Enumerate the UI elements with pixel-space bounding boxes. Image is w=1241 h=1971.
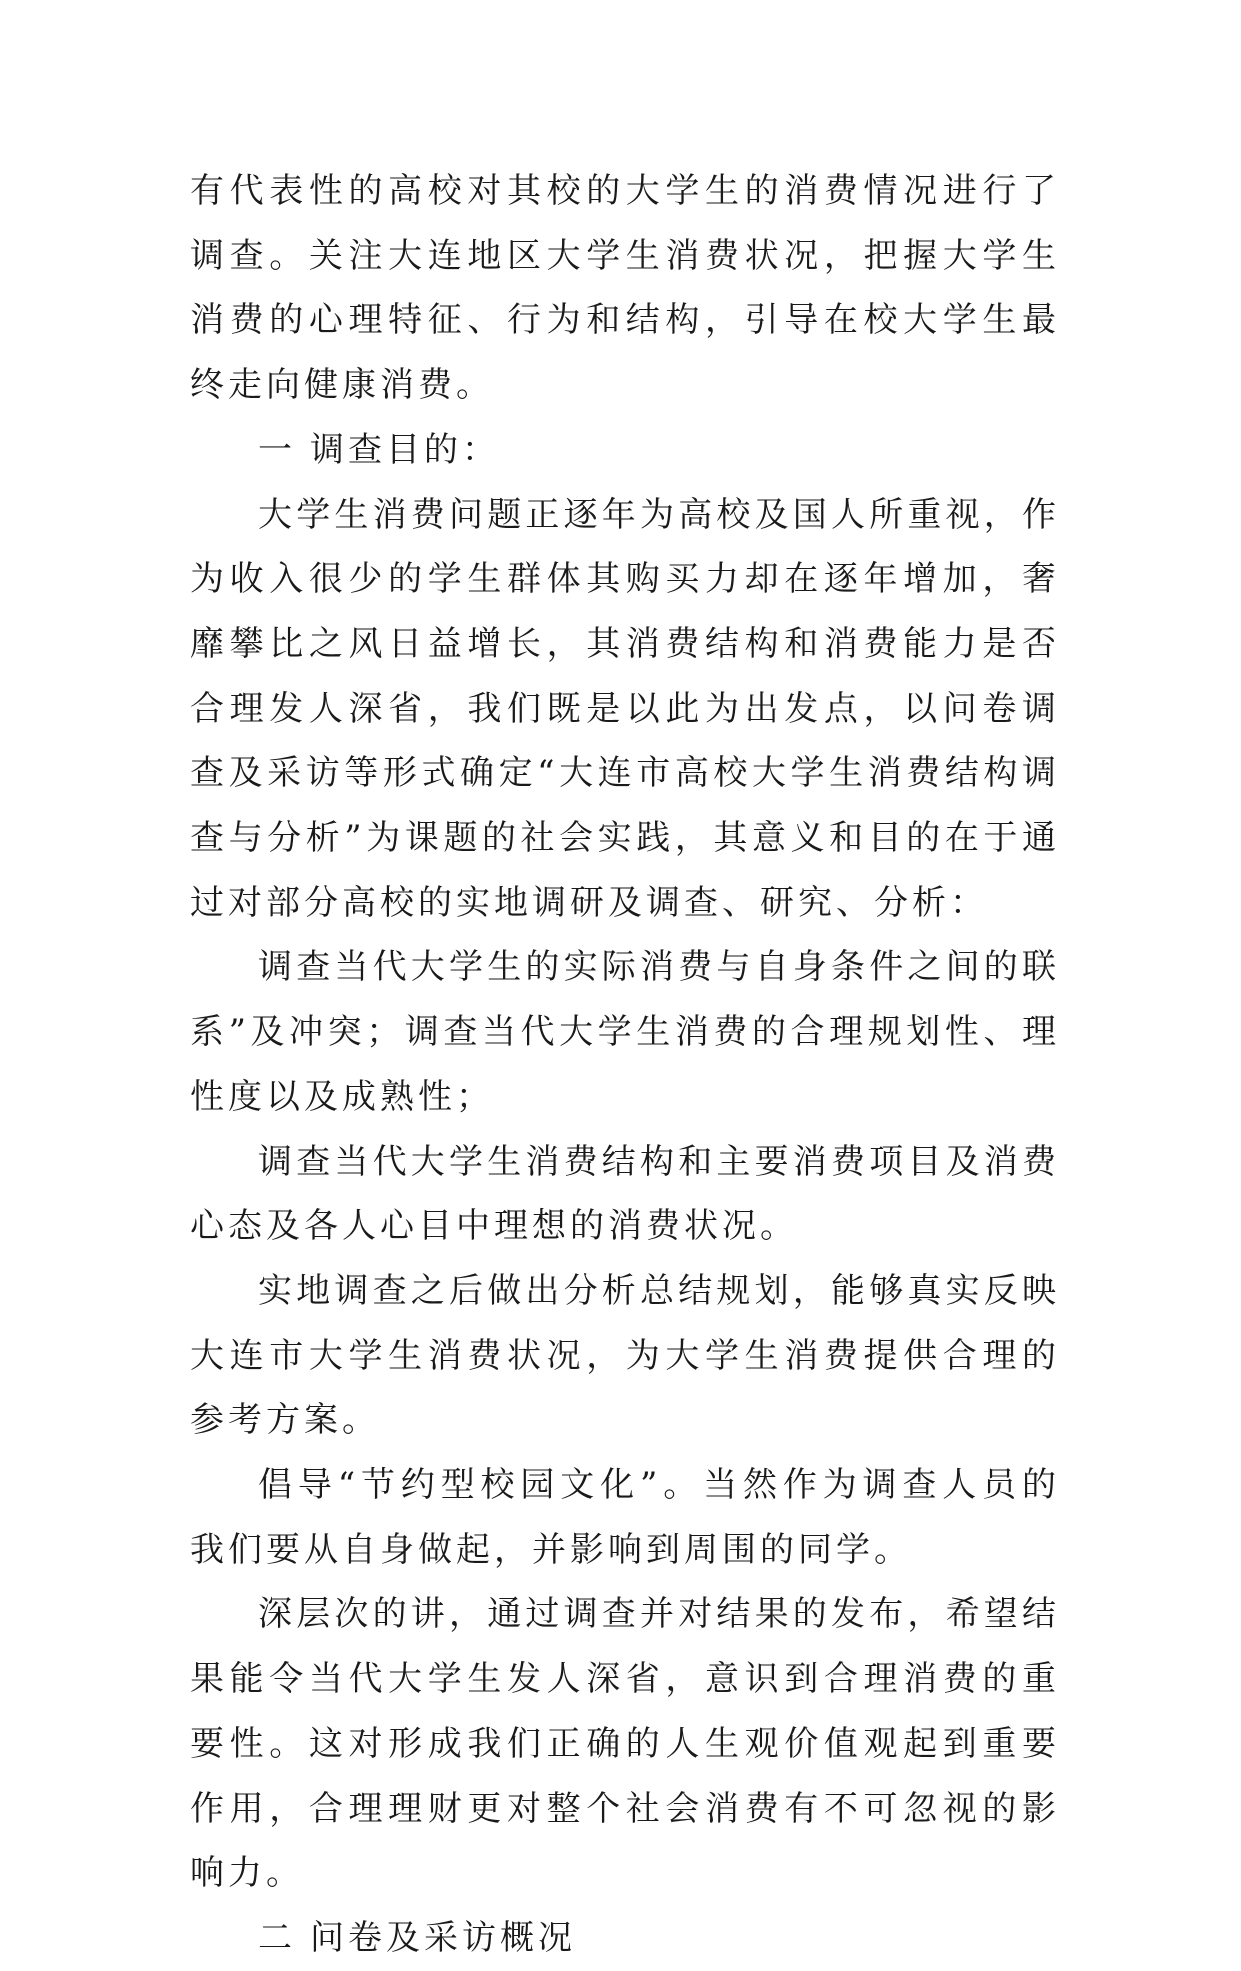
intro-paragraph: 有代表性的高校对其校的大学生的消费情况进行了调查。关注大连地区大学生消费状况，把握大学生消费的心理特征、行为和结构，引导在校大学生最终走向健康消费。 — [190, 171, 1060, 406]
section-title: 调查目的： — [310, 429, 500, 470]
section-heading-purpose — [190, 418, 1060, 483]
purpose-item-significance: 深层次的讲，通过调查并对结果的发布，希望结果能令当代大学生发人深省，意识到合理消费的重要性。这对形成我们正确的人生观价值观起到重要作用，合理理财更对整个社会消费有不可忽视的影响力。 — [190, 1594, 1060, 1894]
section-heading-survey — [190, 1906, 1060, 1971]
purpose-item-analysis: 实地调查之后做出分析总结规划，能够真实反映大连市大学生消费状况，为大学生消费提供合理的参考方案。 — [190, 1270, 1060, 1441]
purpose-item-structure: 调查当代大学生消费结构和主要消费项目及消费心态及各人心目中理想的消费状况。 — [190, 1141, 1060, 1247]
section-number: 一 — [258, 429, 296, 470]
purpose-item-advocacy: 倡导“节约型校园文化”。当然作为调查人员的我们要从自身做起，并影响到周围的同学。 — [190, 1465, 1060, 1570]
section-number: 二 — [258, 1917, 296, 1958]
purpose-paragraph: 大学生消费问题正逐年为高校及国人所重视，作为收入很少的学生群体其购买力却在逐年增加，奢靡攀比之风日益增长，其消费结构和消费能力是否合理发人深省，我们既是以此为出发点，以问卷调查及采访等形式确定“大连市高校大学生消费结构调查与分析”为课题的社会实践，其意义和目的在于通过对部分高校的实地调研及调查、研究、分析： — [190, 494, 1060, 923]
document-body — [190, 159, 1060, 1971]
section-title: 问卷及采访概况 — [310, 1917, 576, 1958]
purpose-item-relation: 调查当代大学生的实际消费与自身条件之间的联系”及冲突；调查当代大学生消费的合理规划性、理性度以及成熟性； — [190, 947, 1060, 1117]
